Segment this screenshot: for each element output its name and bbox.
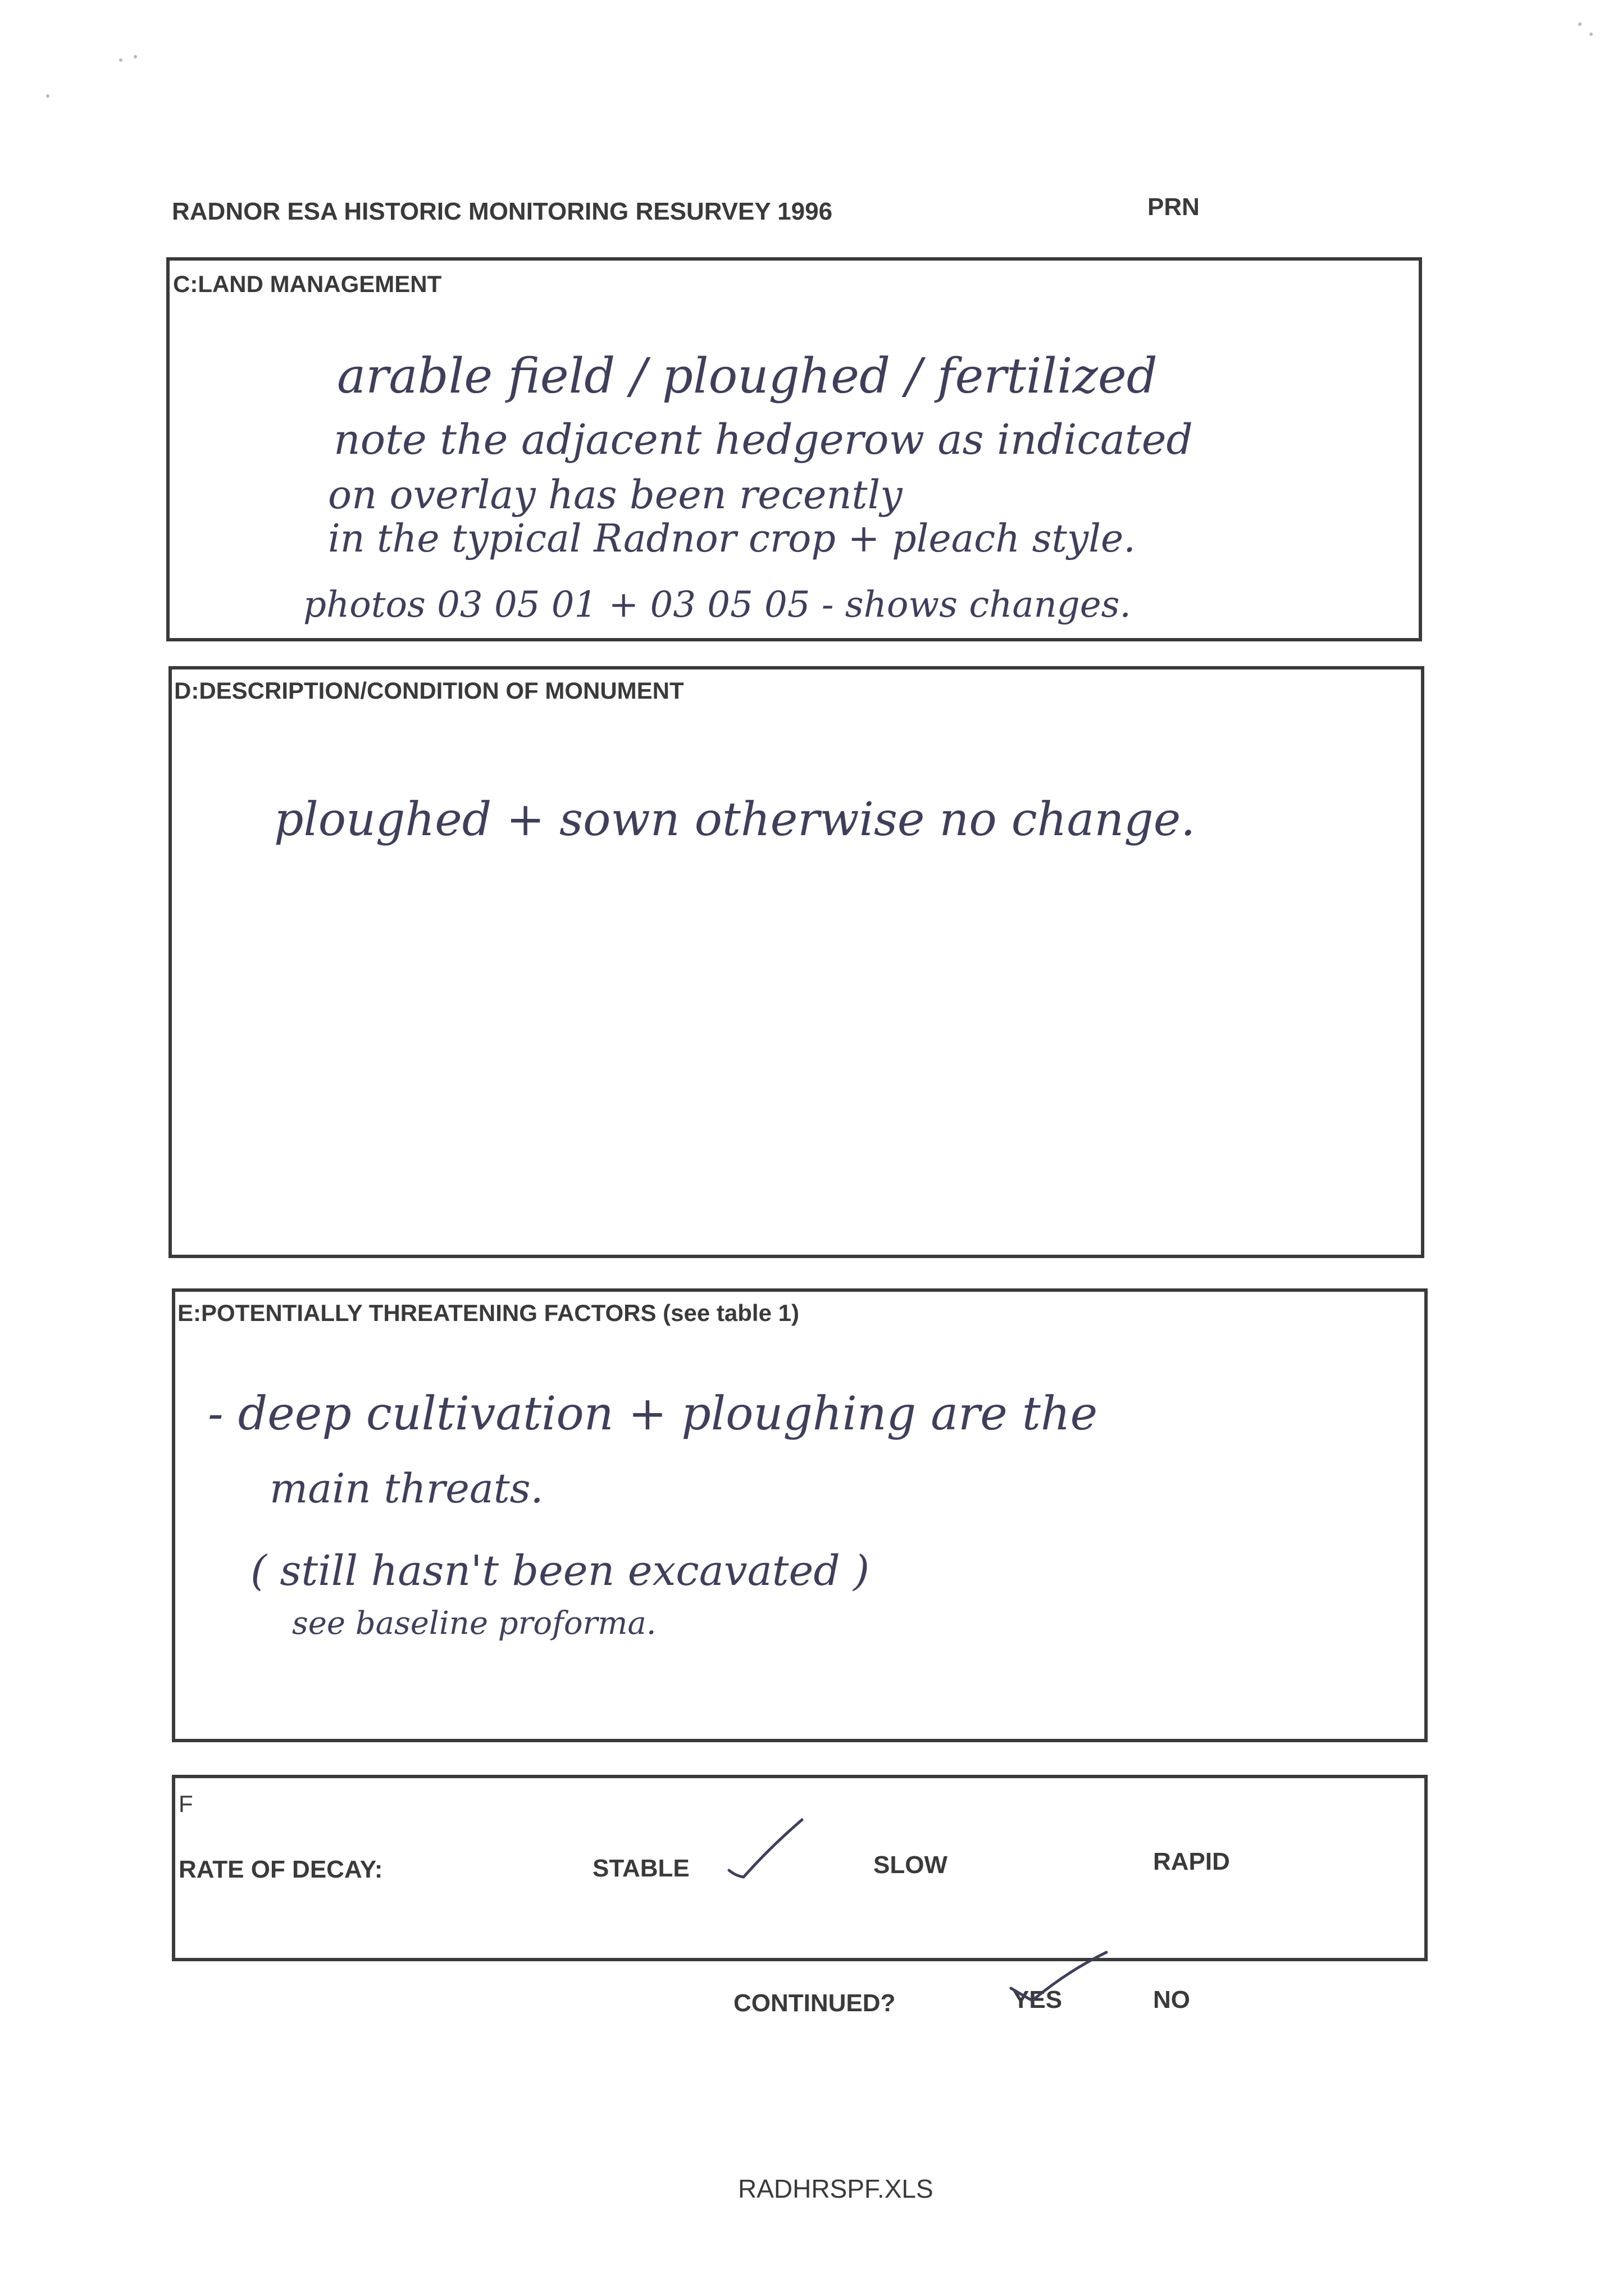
threatening-factors-box bbox=[172, 1288, 1428, 1742]
land-management-line: on overlay has been recently bbox=[328, 472, 903, 518]
section-f-label: F bbox=[179, 1791, 193, 1817]
land-management-line: in the typical Radnor crop + pleach style. bbox=[328, 517, 1136, 561]
option-slow: SLOW bbox=[873, 1851, 947, 1879]
continued-no: NO bbox=[1153, 1986, 1190, 2013]
scan-speck bbox=[46, 94, 49, 98]
land-management-line: photos 03 05 01 + 03 05 05 - shows changes. bbox=[303, 584, 1131, 626]
footer-filename: RADHRSPF.XLS bbox=[738, 2174, 933, 2203]
rate-of-decay-label: RATE OF DECAY: bbox=[179, 1856, 383, 1883]
stable-checkmark-icon bbox=[725, 1814, 809, 1887]
scan-speck bbox=[1589, 33, 1593, 36]
description-condition-box bbox=[168, 666, 1424, 1258]
form-title: RADNOR ESA HISTORIC MONITORING RESURVEY 1996 bbox=[172, 198, 833, 225]
land-management-line: arable field / ploughed / fertilized bbox=[337, 348, 1158, 404]
option-rapid: RAPID bbox=[1153, 1848, 1230, 1875]
yes-checkmark-icon bbox=[1005, 1949, 1112, 2011]
scan-speck bbox=[1578, 22, 1582, 26]
threatening-factors-line: - deep cultivation + ploughing are the bbox=[208, 1387, 1098, 1441]
description-condition-line: ploughed + sown otherwise no change. bbox=[274, 793, 1196, 846]
continued-yes: YES bbox=[1013, 1986, 1063, 2013]
scan-speck bbox=[119, 58, 122, 62]
land-management-line: note the adjacent hedgerow as indicated bbox=[334, 416, 1193, 464]
prn-label: PRN bbox=[1147, 193, 1200, 221]
threatening-factors-label: E:POTENTIALLY THREATENING FACTORS (see table 1) bbox=[177, 1300, 799, 1326]
land-management-label: C:LAND MANAGEMENT bbox=[173, 271, 442, 297]
scan-speck bbox=[134, 55, 137, 58]
threatening-factors-line: see baseline proforma. bbox=[292, 1605, 657, 1642]
threatening-factors-line: ( still hasn't been excavated ) bbox=[250, 1547, 870, 1595]
continued-label: CONTINUED? bbox=[733, 1989, 896, 2017]
description-condition-label: D:DESCRIPTION/CONDITION OF MONUMENT bbox=[174, 677, 684, 704]
option-stable: STABLE bbox=[593, 1855, 690, 1882]
threatening-factors-line: main threats. bbox=[270, 1465, 544, 1512]
